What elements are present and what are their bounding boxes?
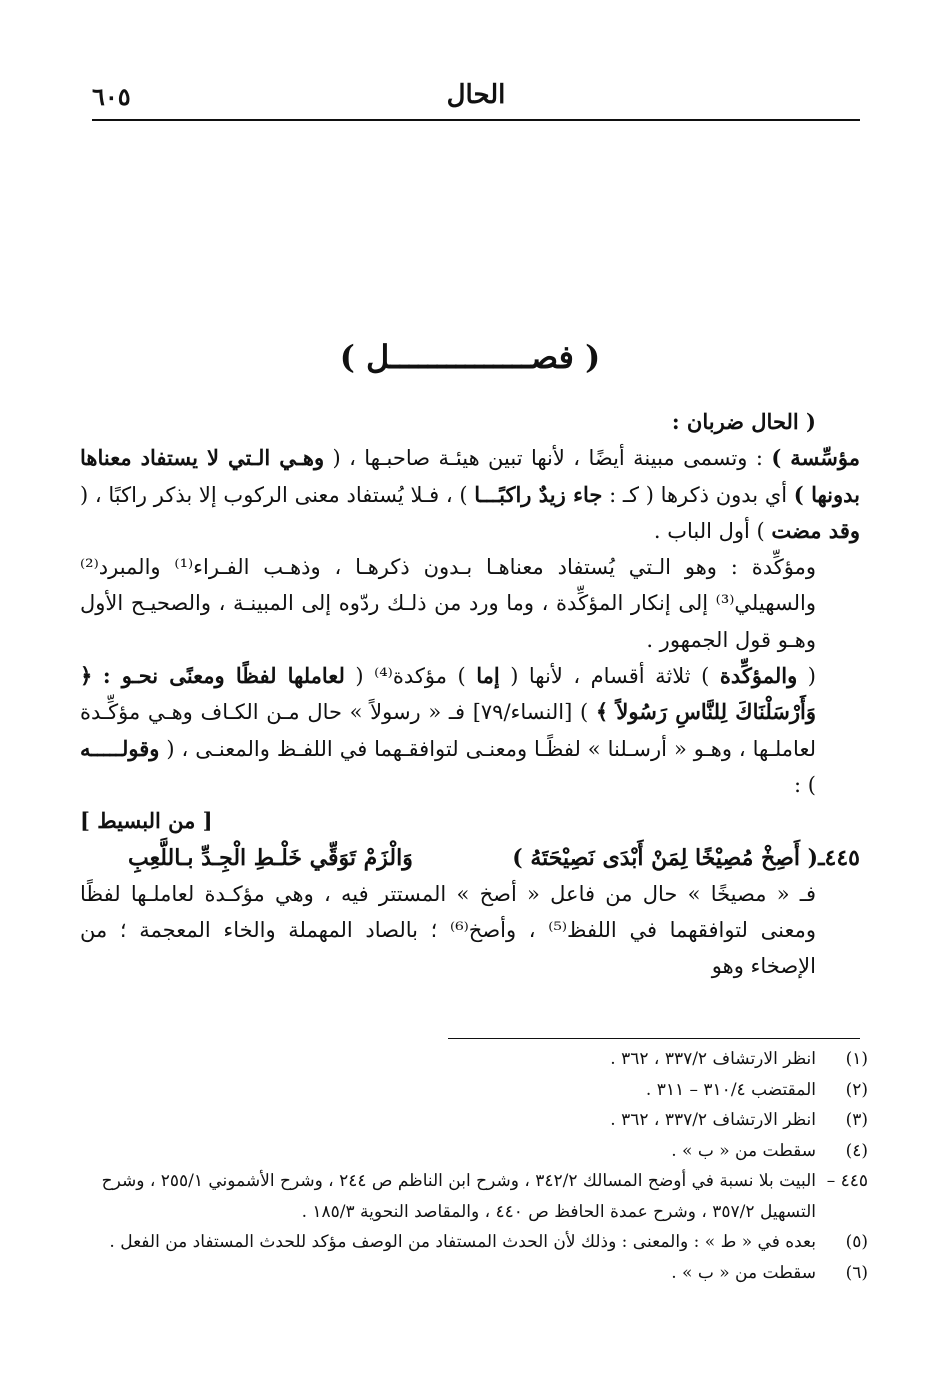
paragraph-aqsam xyxy=(80,658,860,803)
footnote-number: ٤٤٥ – xyxy=(826,1171,868,1191)
footnote-item xyxy=(78,1227,868,1258)
verse-second-hemistich: وَالْزَمْ تَوَقِّي خَلْـطِ الْجِـدِّ بـاللَّعِبِ xyxy=(128,844,413,871)
body-text xyxy=(80,404,860,985)
footnote-text: انظر الارتشاف ٣٣٧/٢ ، ٣٦٢ . xyxy=(610,1049,816,1069)
bold-term: ( الحال ضربان : xyxy=(671,409,816,434)
bold-term: وقد مضت xyxy=(771,517,860,543)
verse-number: ٤٤٥ـ xyxy=(818,844,860,871)
body-run: ) : xyxy=(794,772,816,797)
section-heading: ( فصـــــــــــــــل ) xyxy=(339,338,601,376)
bold-example: جاء زيدٌ راكبًـــا xyxy=(474,481,603,507)
body-run: ) ، فـلا يُستفاد معنى الركوب إلا بذكر راكبًا ، ( xyxy=(80,482,475,507)
footnote-item-verse-source xyxy=(78,1166,868,1227)
footnote-text: سقطت من « ب » . xyxy=(671,1140,816,1161)
footnote-number: (٢) xyxy=(845,1079,868,1100)
footnote-text: بعده في « ط » : والمعنى : وذلك لأن الحدث المستفاد من الوصف مؤكد للحدث المستفاد من الفعل . xyxy=(109,1232,816,1252)
bold-term: والمؤكِّدة xyxy=(719,663,798,689)
verse-first-hemistich: ٤٤٥ـ( أَصِخْ مُصِيْخًا لِمَنْ أَبْدَى نَصِيْحَتَهُ ) xyxy=(512,844,860,871)
body-run: ) [النساء/٧٩] فـ « رسولاً » حال مـن الكـاف وهـي مؤكِّـدة لعاملـها ، وهـو « أرسـلنا » لفظًـا ومعنـى لتوافقـهما في اللفـظ والمعنـى ، ( xyxy=(80,700,816,761)
chapter-title: الحال xyxy=(446,80,506,110)
footnote-text: المقتضب ٣١٠/٤ – ٣١١ . xyxy=(645,1079,816,1100)
footnote-text: البيت بلا نسبة في أوضح المسالك ٣٤٢/٢ ، وشرح ابن الناظم ص ٢٤٤ ، وشرح الأشموني ٢٥٥/١ ، وشرح التسهيل ٣٥٧/٢ ، وشرح عمدة الحافظ ص ٤٤٠ ، والمقاصد النحوية ١٨٥/٣ . xyxy=(101,1171,816,1222)
running-header xyxy=(92,80,860,120)
body-run: أي بدون ذكرها ( كـ : xyxy=(602,482,794,507)
footnote-item xyxy=(78,1044,868,1075)
page-number: ٦٠٥ xyxy=(92,82,131,111)
header-divider xyxy=(92,119,860,121)
footnote-text: سقطت من « ب » . xyxy=(671,1262,816,1283)
body-run: ) ثلاثة أقسام ، لأنها ( xyxy=(499,664,720,689)
footnote-item xyxy=(78,1075,868,1106)
meter-label: [ من البسيط ] xyxy=(80,808,213,834)
footnote-number: (١) xyxy=(845,1049,868,1069)
footnote-number: (٤) xyxy=(845,1140,868,1161)
poetry-verse xyxy=(80,840,860,876)
footnote-item xyxy=(78,1105,868,1136)
bold-term: إما xyxy=(476,663,500,689)
footnote-number: (٦) xyxy=(845,1262,868,1283)
footnotes xyxy=(78,1044,868,1288)
paragraph-intro xyxy=(80,404,860,440)
footnote-number: (٥) xyxy=(845,1232,868,1252)
bold-term: لعاملها لفظًا ومعنًى نحـو : xyxy=(102,663,345,689)
paragraph-commentary: فـ « مصيخًا » حال من فاعل « أصخ » المستتر فيه ، وهي مؤكـدة لعاملـها لفظًا ومعنى لتوافقهما في اللفظ⁽⁵⁾ ، وأصخ⁽⁶⁾ ؛ بالصاد المهملة والخاء المعجمة ؛ من الإصخاء وهو xyxy=(80,881,817,979)
bold-term: وهـي الـتي لا يستفاد معناها بدونها ) xyxy=(80,445,860,507)
footnote-number: (٣) xyxy=(845,1110,868,1130)
paragraph-muakkida: ومؤكِّدة : وهو الـتي يُستفاد معناهـا بـدون ذكرهـا ، وذهـب الفـراء⁽¹⁾ والمبرد⁽²⁾ والسهيلي⁽³⁾ إلى إنكار المؤكِّدة ، وما ورد من ذلـك ردّوه إلى المبينـة ، والصحيـح الأول وهـو قول الجمهور . xyxy=(80,555,816,652)
body-run: : وتسمى مبينة أيضًا ، لأنها تبين هيئـة صاحبـها ، ( xyxy=(324,446,772,471)
quran-verse: ﴿ وَأَرْسَلْنَاكَ لِلنَّاسِ رَسُولاً ﴾ xyxy=(80,663,816,725)
footnote-item xyxy=(78,1258,868,1289)
bold-term: مؤسِّسة ) xyxy=(771,445,860,471)
bold-term: وقولـــــه xyxy=(80,735,160,761)
body-run: ( xyxy=(797,664,816,689)
footnote-text: انظر الارتشاف ٣٣٧/٢ ، ٣٦٢ . xyxy=(610,1110,816,1130)
footnote-divider xyxy=(448,1038,860,1039)
paragraph-muassisa xyxy=(80,440,860,549)
footnote-item xyxy=(78,1136,868,1167)
body-run: ) أول الباب . xyxy=(653,518,772,543)
body-run: ) مؤكدة⁽⁴⁾ ( xyxy=(344,664,477,689)
